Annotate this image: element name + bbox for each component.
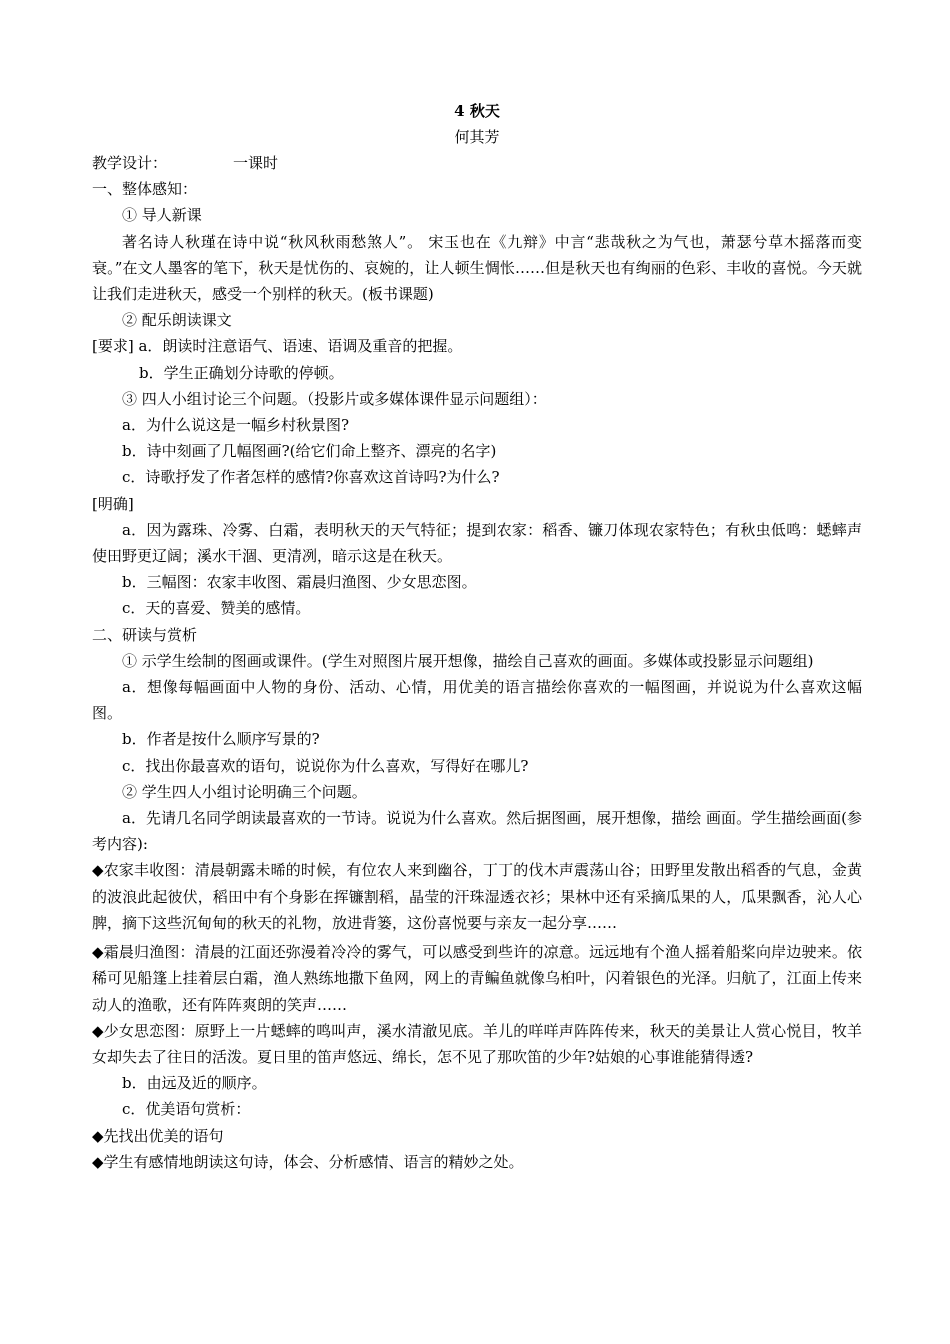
document-body [92, 98, 862, 1175]
question-item: b．作者是按什么顺序写景的? [122, 730, 320, 749]
step-item: ② 学生四人小组讨论明确三个问题。 [122, 782, 367, 801]
design-period: 一课时 [233, 154, 279, 172]
bullet-paragraph: ◆先找出优美的语句 [92, 1126, 224, 1145]
section-heading: 一、整体感知： [92, 180, 198, 199]
question-item: a．想像每幅画面中人物的身份、活动、心情，用优美的语言描绘你喜欢的一幅图画，并说说为什么喜欢这幅图。 [92, 678, 862, 723]
requirement-item: b．学生正确划分诗歌的停顿。 [139, 363, 344, 382]
paragraph: 著名诗人秋瑾在诗中说“秋风秋雨愁煞人”。 宋玉也在《九辩》中言“悲哉秋之为气也，萧瑟兮草木摇落而变衰。”在文人墨客的笔下，秋天是忧伤的、哀婉的，让人顿生惆怅……但是秋天也有绚丽的色彩、丰收的喜悦。今天就让我们走进秋天，感受一个别样的秋天。(板书课题) [92, 232, 862, 304]
document-author: 何其芳 [454, 128, 500, 146]
question-item: a．为什么说这是一幅乡村秋景图? [122, 416, 349, 435]
design-line [92, 150, 862, 176]
answer-item: c．优美语句赏析： [122, 1100, 251, 1119]
question-item: c．找出你最喜欢的语句，说说你为什么喜欢，写得好在哪儿? [122, 756, 529, 775]
requirement-item: [要求] a．朗读时注意语气、语速、语调及重音的把握。 [92, 337, 463, 356]
step-item: ② 配乐朗读课文 [122, 311, 232, 330]
step-item: ① 导人新课 [122, 206, 202, 225]
answer-item: a．因为露珠、冷雾、白霜，表明秋天的天气特征；提到农家：稻香、镰刀体现农家特色；有秋虫低鸣：蟋蟀声使田野更辽阔；溪水干涸、更清冽，暗示这是在秋天。 [92, 520, 862, 566]
bullet-paragraph: ◆学生有感情地朗读这句诗，体会、分析感情、语言的精妙之处。 [92, 1152, 524, 1171]
design-label: 教学设计： [92, 154, 168, 172]
question-item: b．诗中刻画了几幅图画?(给它们命上整齐、漂亮的名字) [122, 442, 497, 461]
bullet-paragraph: ◆农家丰收图：清晨朝露未晞的时候，有位农人来到幽谷，丁丁的伐木声震荡山谷；田野里发散出稻香的气息，金黄的波浪此起彼伏，稻田中有个身影在挥镰割稻，晶莹的汗珠湿透衣衫；果林中还有采摘瓜果的人，瓜果飘香，沁人心脾，摘下这些沉甸甸的秋天的礼物，放进背篓，这份喜悦要与亲友一起分享…… [92, 861, 862, 932]
answer-item: a．先请几名同学朗读最喜欢的一节诗。说说为什么喜欢。然后据图画，展开想像，描绘 画面。学生描绘画面(参考内容): [92, 809, 862, 854]
section-heading: 二、研读与赏析 [92, 625, 198, 644]
clarify-label: [明确] [92, 494, 134, 513]
bullet-paragraph: ◆少女思恋图：原野上一片蟋蟀的鸣叫声，溪水清澈见底。羊儿的咩咩声阵阵传来，秋天的美景让人赏心悦目，牧羊女却失去了往日的活泼。夏日里的笛声悠远、绵长，怎不见了那吹笛的少年?姑娘的心事谁能猜得透? [92, 1021, 862, 1066]
step-item: ① 示学生绘制的图画或课件。(学生对照图片展开想像，描绘自己喜欢的画面。多媒体或投影显示问题组) [122, 651, 814, 670]
question-item: c．诗歌抒发了作者怎样的感情?你喜欢这首诗吗?为什么? [122, 468, 500, 487]
answer-item: b．三幅图：农家丰收图、霜晨归渔图、少女思恋图。 [122, 573, 477, 592]
bullet-paragraph: ◆霜晨归渔图：清晨的江面还弥漫着冷冷的雾气，可以感受到些许的凉意。远远地有个渔人摇着船桨向岸边驶来。依稀可见船篷上挂着层白霜，渔人熟练地撒下鱼网，网上的青鳊鱼就像乌桕叶，闪着银色的光泽。归航了，江面上传来动人的渔歌，还有阵阵爽朗的笑声…… [92, 943, 862, 1014]
step-item: ③ 四人小组讨论三个问题。（投影片或多媒体课件显示问题组）： [122, 389, 547, 408]
answer-item: c．天的喜爱、赞美的感情。 [122, 599, 311, 618]
answer-item: b．由远及近的顺序。 [122, 1074, 267, 1093]
document-title: 4 秋天 [454, 102, 500, 120]
